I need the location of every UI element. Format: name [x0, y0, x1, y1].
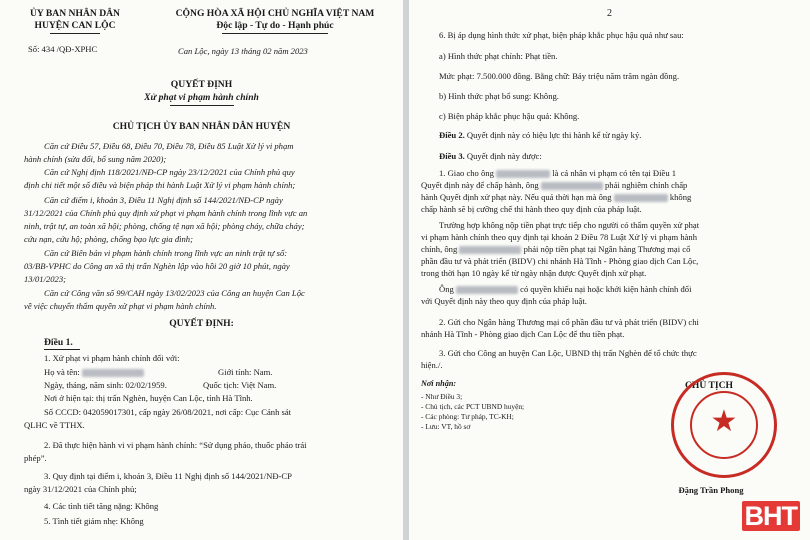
article-2-heading: Điều 2.	[439, 130, 465, 140]
date-of-birth: Ngày, tháng, năm sinh: 02/02/1959.	[44, 380, 167, 390]
payment-line: vi phạm hành chính theo quy định tại khoản 2 Điều 78 Luật Xử lý vi phạm hành	[421, 232, 698, 242]
article-3-text: Quyết định này được:	[464, 151, 542, 161]
decision-page-1	[0, 0, 403, 540]
payment-line: phần đầu tư và phát triển (BIDV) chi nhánh Hà Tĩnh - Phòng giao dịch Can Lộc,	[421, 256, 699, 266]
decision-heading: QUYẾT ĐỊNH:	[169, 318, 234, 329]
issuing-authority: CHỦ TỊCH ỦY BAN NHÂN DÂN HUYỆN	[112, 121, 291, 132]
payment-line: trong thời hạn 10 ngày kể từ ngày nhận được Quyết định xử phạt.	[421, 268, 647, 278]
article-1-item-1: 1. Xử phạt vi phạm hành chính đối với:	[44, 353, 180, 363]
basis-line: ninh, trật tự, an toàn xã hội; phòng, chống tệ nạn xã hội; phòng cháy, chữa cháy;	[24, 221, 305, 231]
basis-line: về việc chuyển thẩm quyền xử phạt vi phạm hành chính.	[24, 301, 217, 311]
mitigating-circumstances: 5. Tình tiết giảm nhẹ: Không	[44, 516, 144, 526]
remedial-measure: c) Biện pháp khắc phục hậu quả: Không.	[439, 111, 580, 121]
assignment-line: chấp hành sẽ bị cưỡng chế thi hành theo quy định của pháp luật.	[421, 204, 642, 214]
redacted-name	[496, 170, 550, 178]
assignment-line: hành Quyết định xử phạt này. Nếu quá thời hạn mà ông không	[421, 192, 692, 202]
recipient-item: - Như Điều 3;	[421, 392, 463, 401]
gender: Giới tính: Nam.	[218, 367, 273, 377]
article-1-underline	[44, 349, 80, 350]
id-card-line: QLHC về TTHX.	[24, 420, 85, 430]
assignment-line: 1. Giao cho ông là cá nhân vi phạm có tên tại Điều 1	[439, 168, 677, 178]
seal-star-icon: ★	[710, 404, 738, 439]
motto-underline	[222, 33, 328, 34]
assignment-line: Quyết định này để chấp hành, ông phải nghiêm chỉnh chấp	[421, 180, 688, 190]
basis-line: định chi tiết một số điều và biện pháp thi hành Luật Xử lý vi phạm hành chính;	[24, 180, 296, 190]
basis-line: Căn cứ điểm i, khoản 3, Điều 11 Nghị định số 144/2021/NĐ-CP ngày	[44, 195, 283, 205]
official-seal	[671, 372, 777, 478]
nationality: Quốc tịch: Việt Nam.	[203, 380, 277, 390]
bank-line: 2. Gửi cho Ngân hàng Thương mại cổ phần đầu tư và phát triển (BIDV) chi	[439, 317, 699, 327]
recipient-item: - Các phòng: Tư pháp, TC-KH;	[421, 412, 514, 421]
basis-line: Căn cứ Nghị định 118/2021/NĐ-CP ngày 23/12/2021 của Chính phủ quy	[44, 167, 295, 177]
recipients-title: Nơi nhận:	[421, 379, 457, 388]
aggravating-circumstances: 4. Các tình tiết tăng nặng: Không	[44, 501, 159, 511]
page-number: 2	[607, 8, 612, 19]
redacted-name	[456, 286, 518, 294]
basis-line: 13/01/2023;	[24, 274, 67, 284]
complaint-line: Ông có quyền khiếu nại hoặc khởi kiện hành chính đối	[439, 284, 692, 294]
document-subtitle: Xử phạt vi phạm hành chính	[144, 92, 259, 103]
fine-amount: Mức phạt: 7.500.000 đồng. Bằng chữ: Bảy triệu năm trăm ngàn đồng.	[439, 71, 680, 81]
signer-title: CHỦ TỊCH	[684, 380, 734, 391]
name-label: Họ và tên:	[44, 367, 80, 377]
residence: Nơi ở hiện tại: thị trấn Nghèn, huyện Can Lộc, tỉnh Hà Tĩnh.	[44, 393, 253, 403]
agency-underline	[50, 33, 100, 34]
article-2-text: Quyết định này có hiệu lực thi hành kể từ ngày ký.	[464, 130, 642, 140]
payment-line: Trường hợp không nộp tiền phạt trực tiếp cho người có thẩm quyền xử phạt	[439, 220, 700, 230]
recipient-item: - Lưu: VT, hồ sơ	[421, 422, 471, 431]
basis-line: Căn cứ Điều 57, Điều 68, Điều 70, Điều 78, Điều 85 Luật Xử lý vi phạm	[44, 141, 294, 151]
basis-line: cứu nạn, cứu hộ; phòng, chống bạo lực gia đình;	[24, 234, 193, 244]
article-3-heading: Điều 3.	[439, 151, 465, 161]
article-3	[439, 152, 542, 161]
redacted-name	[541, 182, 603, 190]
bank-line: nhánh Hà Tĩnh - Phòng giao dịch Can Lộc để thu tiền phạt.	[421, 329, 625, 339]
basis-line: Căn cứ Biên bản vi phạm hành chính trong lĩnh vực an ninh trật tự số:	[44, 248, 288, 258]
penalty-heading: 6. Bị áp dụng hình thức xử phạt, biện pháp khắc phục hậu quả như sau:	[439, 30, 684, 40]
id-card-line: Số CCCD: 042059017301, cấp ngày 26/08/2021, nơi cấp: Cục Cảnh sát	[44, 407, 292, 417]
redacted-name	[614, 194, 668, 202]
violation-line: phép”.	[24, 453, 47, 463]
redacted-name	[459, 246, 521, 254]
document-number: Số: 434 /QĐ-XPHC	[28, 44, 98, 54]
article-2	[439, 131, 641, 140]
recipient-item: - Chủ tịch, các PCT UBND huyện;	[421, 402, 525, 411]
signer-name: Đặng Trần Phong	[678, 485, 744, 495]
violation-line: 2. Đã thực hiện hành vi vi phạm hành chính: “Sử dụng pháo, thuốc pháo trái	[44, 440, 307, 450]
national-title: CỘNG HÒA XÃ HỘI CHỦ NGHĨA VIỆT NAM	[175, 8, 375, 19]
redacted-name	[82, 369, 144, 377]
article-1-heading: Điều 1.	[44, 337, 73, 348]
place-date: Can Lộc, ngày 13 tháng 02 năm 2023	[178, 46, 308, 56]
document-title: QUYẾT ĐỊNH	[170, 79, 233, 90]
basis-line: Căn cứ Công văn số 99/CAH ngày 13/02/2023 của Công an huyện Can Lộc	[44, 288, 305, 298]
agency-line-1: ỦY BAN NHÂN DÂN	[30, 8, 120, 19]
subtitle-underline	[170, 105, 234, 106]
basis-line: 03/BB-VPHC do Công an xã thị trấn Nghèn lập vào hồi 20 giờ 10 phút, ngày	[24, 261, 290, 271]
main-penalty: a) Hình thức phạt chính: Phạt tiền.	[439, 51, 558, 61]
basis-line: 31/12/2021 của Chính phủ quy định xử phạt vi phạm hành chính trong lĩnh vực an	[24, 208, 308, 218]
legal-basis-line: ngày 31/12/2021 của Chính phủ;	[24, 484, 137, 494]
payment-line: chính, ông phải nộp tiền phạt tại Ngân hàng Thương mại cổ	[421, 244, 691, 254]
police-line: 3. Gửi cho Công an huyện Can Lộc, UBND thị trấn Nghèn để tổ chức thực	[439, 348, 697, 358]
legal-basis-line: 3. Quy định tại điểm i, khoản 3, Điều 11 Nghị định số 144/2021/NĐ-CP	[44, 471, 292, 481]
police-line: hiện./.	[421, 360, 443, 370]
decision-page-2	[409, 0, 810, 540]
additional-penalty: b) Hình thức phạt bổ sung: Không.	[439, 91, 559, 101]
agency-line-2: HUYỆN CAN LỘC	[34, 20, 116, 31]
publisher-watermark: BHT	[742, 501, 801, 532]
basis-line: hành chính (sửa đổi, bổ sung năm 2020);	[24, 154, 167, 164]
complaint-line: với Quyết định này theo quy định của pháp luật.	[421, 296, 587, 306]
national-motto: Độc lập - Tự do - Hạnh phúc	[216, 20, 334, 31]
violator-name-row	[44, 368, 144, 377]
